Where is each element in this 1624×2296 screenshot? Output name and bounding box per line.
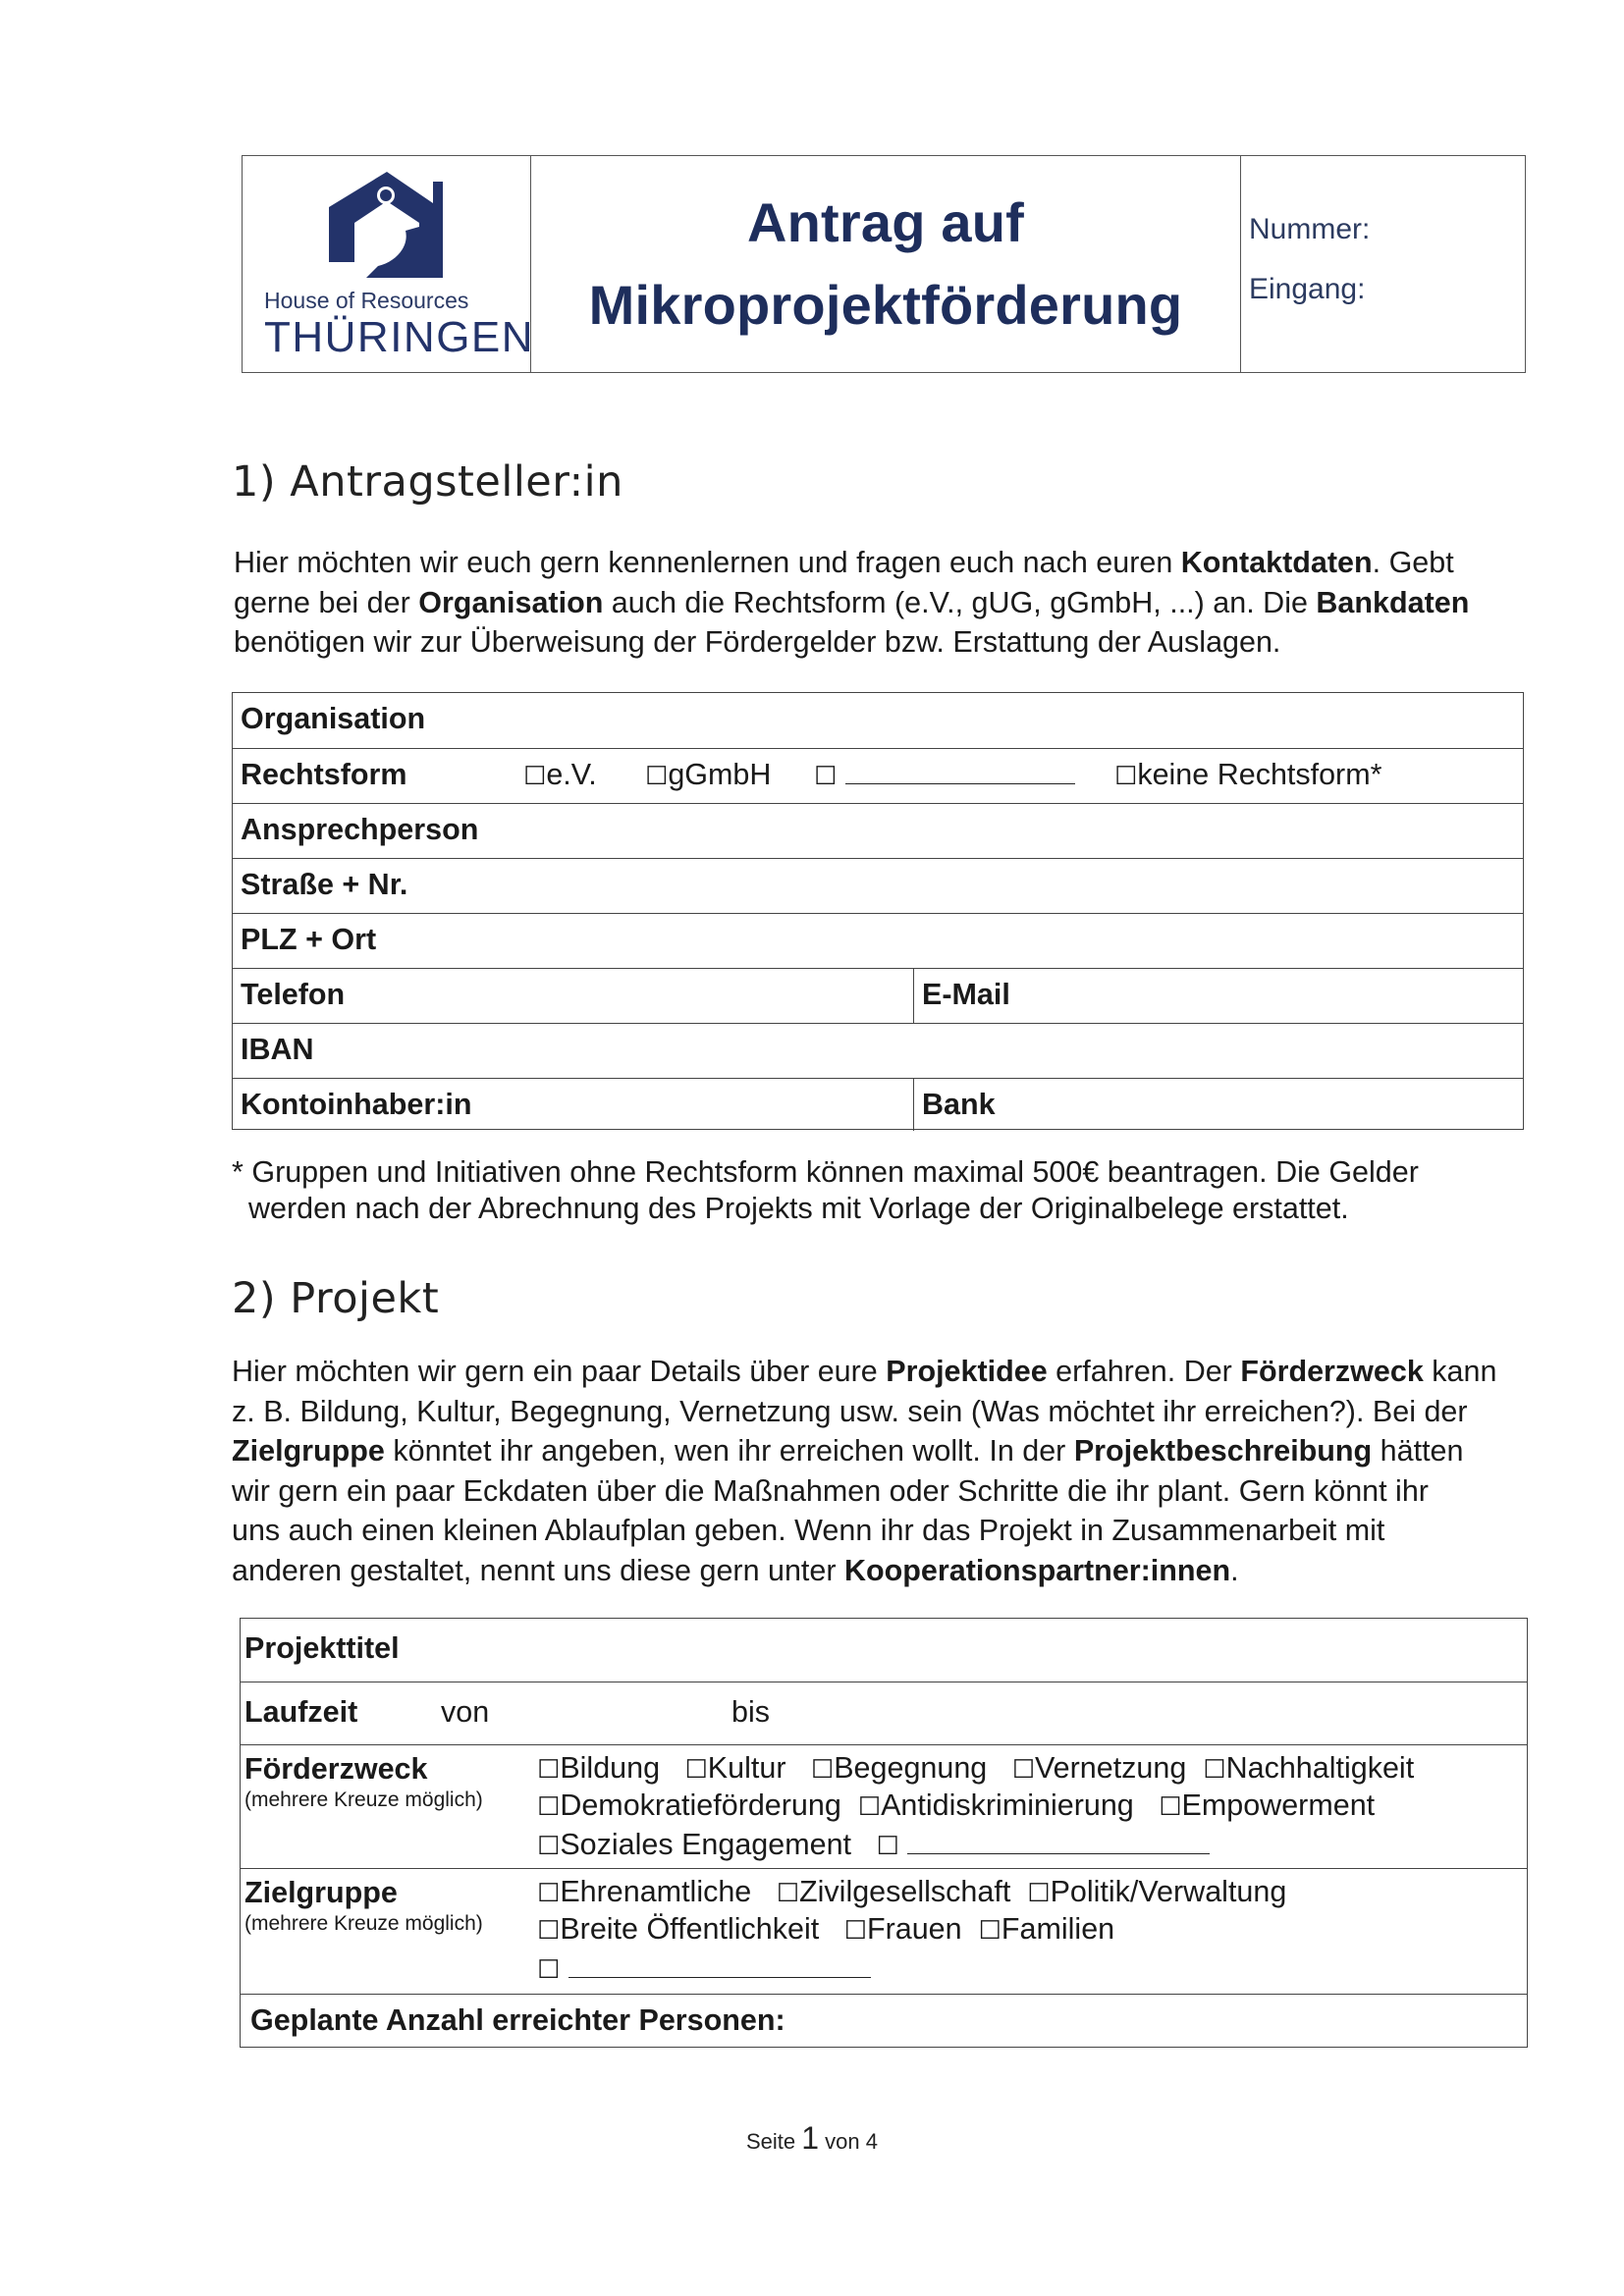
nummer-label: Nummer: [1249,213,1371,245]
checkbox-icon[interactable]: ☐ [1027,1879,1051,1908]
option-ggmbh[interactable]: ☐gGmbH [645,758,772,791]
strasse-label: Straße + Nr. [241,868,408,901]
email-label[interactable]: E-Mail [913,969,1523,1023]
row-strasse[interactable] [233,858,1523,913]
zielgruppe-hint: (mehrere Kreuze möglich) [244,1912,483,1935]
zielgruppe-options-line2 [537,1910,1114,1949]
checkbox-icon[interactable]: ☐ [814,762,838,791]
iban-label: IBAN [241,1033,314,1066]
option-nachhaltigkeit[interactable]: ☐Nachhaltigkeit [1203,1751,1415,1785]
row-iban[interactable] [233,1023,1523,1078]
foerderzweck-options-line1 [537,1749,1414,1789]
option-antidiskriminierung[interactable]: ☐Antidiskriminierung [857,1789,1134,1822]
option-begegnung[interactable]: ☐Begegnung [810,1751,988,1785]
anzahl-label: Geplante Anzahl erreichter Personen: [250,2003,785,2037]
projekttitel-label: Projekttitel [244,1631,400,1665]
section-1-intro: Hier möchten wir euch gern kennenlernen und fragen euch nach euren Kontaktdaten. Gebt gerne bei der Organisation auch die Rechtsform (e.V., gUG, gGmbH, ...) an. Die Bankdaten benötigen wir zur Überweisung der Fördergelder bzw. Erstattung der Auslagen. [234,546,1470,659]
meta-box [1241,156,1525,372]
row-plz[interactable] [233,913,1523,968]
zielgruppe-label-cell [241,1869,483,1994]
foerderzweck-options-line3 [537,1824,1210,1865]
option-ehrenamtliche[interactable]: ☐Ehrenamtliche [537,1875,752,1908]
checkbox-icon[interactable]: ☐ [537,1792,561,1822]
rechtsform-footnote: * Gruppen und Initiativen ohne Rechtsform können maximal 500€ beantragen. Die Gelder werden nach der Abrechnung des Projekts mit Vorlage der Originalbelege erstattet. [232,1155,1419,1225]
title-line-1: Antrag auf [747,191,1024,253]
plz-label: PLZ + Ort [241,923,377,956]
row-laufzeit [241,1682,1527,1744]
form-title [531,156,1241,372]
applicant-table [232,692,1524,1130]
title-line-2: Mikroprojektförderung [588,274,1183,336]
bis-label[interactable]: bis [731,1695,770,1729]
footer-von: von [825,2129,860,2154]
checkbox-icon[interactable]: ☐ [645,762,669,791]
logo-box [243,156,535,372]
option-empowerment[interactable]: ☐Empowerment [1159,1789,1376,1822]
option-other[interactable] [814,749,1075,802]
foerderzweck-label-cell [241,1745,483,1868]
foerderzweck-label: Förderzweck [244,1752,428,1786]
house-logo-icon [323,168,451,288]
option-frauen[interactable]: ☐Frauen [843,1912,962,1946]
bank-label[interactable]: Bank [913,1079,1523,1131]
row-rechtsform [233,748,1523,803]
checkbox-icon[interactable]: ☐ [810,1755,835,1785]
option-demokratie[interactable]: ☐Demokratieförderung [537,1789,841,1822]
other-rechtsform-line[interactable] [845,754,1075,784]
row-projekttitel[interactable] [241,1619,1527,1682]
checkbox-icon[interactable]: ☐ [537,1832,561,1861]
option-other-zielgruppe[interactable] [537,1951,871,1985]
zielgruppe-options-line3 [537,1948,871,1989]
checkbox-icon[interactable]: ☐ [537,1955,561,1985]
section-2-intro: Hier möchten wir gern ein paar Details über eure Projektidee erfahren. Der Förderzweck kann z. B. Bildung, Kultur, Begegnung, Vernetzung usw. sein (Was möchtet ihr erreichen?). Bei der Zielgruppe könntet ihr angeben, wen ihr erreichen wollt. In der Projektbeschreibung hätten wir gern ein paar Eckdaten über die Maßnahmen oder Schritte die ihr plant. Gern könnt ihr uns auch einen kleinen Ablaufplan geben. Wenn ihr das Projekt in Zusammenarbeit mit anderen gestaltet, nennt uns diese gern unter Kooperationspartner:innen. [232,1355,1497,1587]
checkbox-icon[interactable]: ☐ [537,1879,561,1908]
checkbox-icon[interactable]: ☐ [1011,1755,1035,1785]
option-bildung[interactable]: ☐Bildung [537,1751,661,1785]
checkbox-icon[interactable]: ☐ [776,1879,800,1908]
section-2-title: 2) Projekt [232,1274,440,1323]
option-zivilgesellschaft[interactable]: ☐Zivilgesellschaft [776,1875,1011,1908]
checkbox-icon[interactable]: ☐ [537,1916,561,1946]
checkbox-icon[interactable]: ☐ [857,1792,882,1822]
zielgruppe-options-line1 [537,1873,1286,1912]
zielgruppe-label: Zielgruppe [244,1876,398,1909]
organisation-label: Organisation [241,702,426,735]
footer-total-pages: 4 [865,2129,879,2154]
checkbox-icon[interactable]: ☐ [1159,1792,1182,1822]
row-anzahl[interactable] [241,1994,1527,2047]
von-label[interactable]: von [441,1695,490,1729]
logo-text-small: House of Resources [264,288,469,313]
kontoinhaber-label[interactable]: Kontoinhaber:in [241,1088,472,1121]
laufzeit-label: Laufzeit [244,1695,358,1729]
checkbox-icon[interactable]: ☐ [684,1755,708,1785]
checkbox-icon[interactable]: ☐ [978,1916,1001,1946]
option-other-zweck[interactable] [876,1828,1210,1861]
footer-seite: Seite [745,2129,796,2154]
option-ev[interactable]: ☐e.V. [523,758,597,791]
row-ansprechperson[interactable] [233,803,1523,858]
option-familien[interactable]: ☐Familien [978,1912,1115,1946]
row-foerderzweck [241,1744,1527,1868]
row-zielgruppe [241,1868,1527,1994]
rechtsform-label: Rechtsform [241,758,407,791]
eingang-label: Eingang: [1249,273,1366,305]
checkbox-icon[interactable]: ☐ [876,1832,899,1861]
telefon-label[interactable]: Telefon [241,978,346,1011]
footer-page-number: 1 [801,2120,820,2156]
option-oeffentlichkeit[interactable]: ☐Breite Öffentlichkeit [537,1912,820,1946]
option-kultur[interactable]: ☐Kultur [684,1751,786,1785]
option-keine[interactable]: ☐keine Rechtsform* [1114,758,1382,791]
option-vernetzung[interactable]: ☐Vernetzung [1011,1751,1187,1785]
checkbox-icon[interactable]: ☐ [537,1755,561,1785]
row-kontoinhaber-bank [233,1078,1523,1131]
other-zielgruppe-line[interactable] [568,1948,871,1978]
option-soziales[interactable]: ☐Soziales Engagement [537,1828,852,1861]
project-table [240,1618,1528,2048]
checkbox-icon[interactable]: ☐ [1203,1755,1226,1785]
foerderzweck-hint: (mehrere Kreuze möglich) [244,1789,483,1811]
ansprechperson-label: Ansprechperson [241,813,479,846]
checkbox-icon[interactable]: ☐ [1114,762,1138,791]
row-telefon-email [233,968,1523,1023]
row-organisation[interactable] [233,693,1523,748]
form-header [242,155,1526,373]
foerderzweck-options-line2 [537,1787,1375,1826]
section-1-title: 1) Antragsteller:in [232,457,623,507]
other-zweck-line[interactable] [907,1824,1210,1854]
logo-text-big: THÜRINGEN [264,313,535,361]
checkbox-icon[interactable]: ☐ [843,1916,867,1946]
page-footer [0,2120,1624,2157]
checkbox-icon[interactable]: ☐ [523,762,547,791]
option-politik[interactable]: ☐Politik/Verwaltung [1027,1875,1287,1908]
